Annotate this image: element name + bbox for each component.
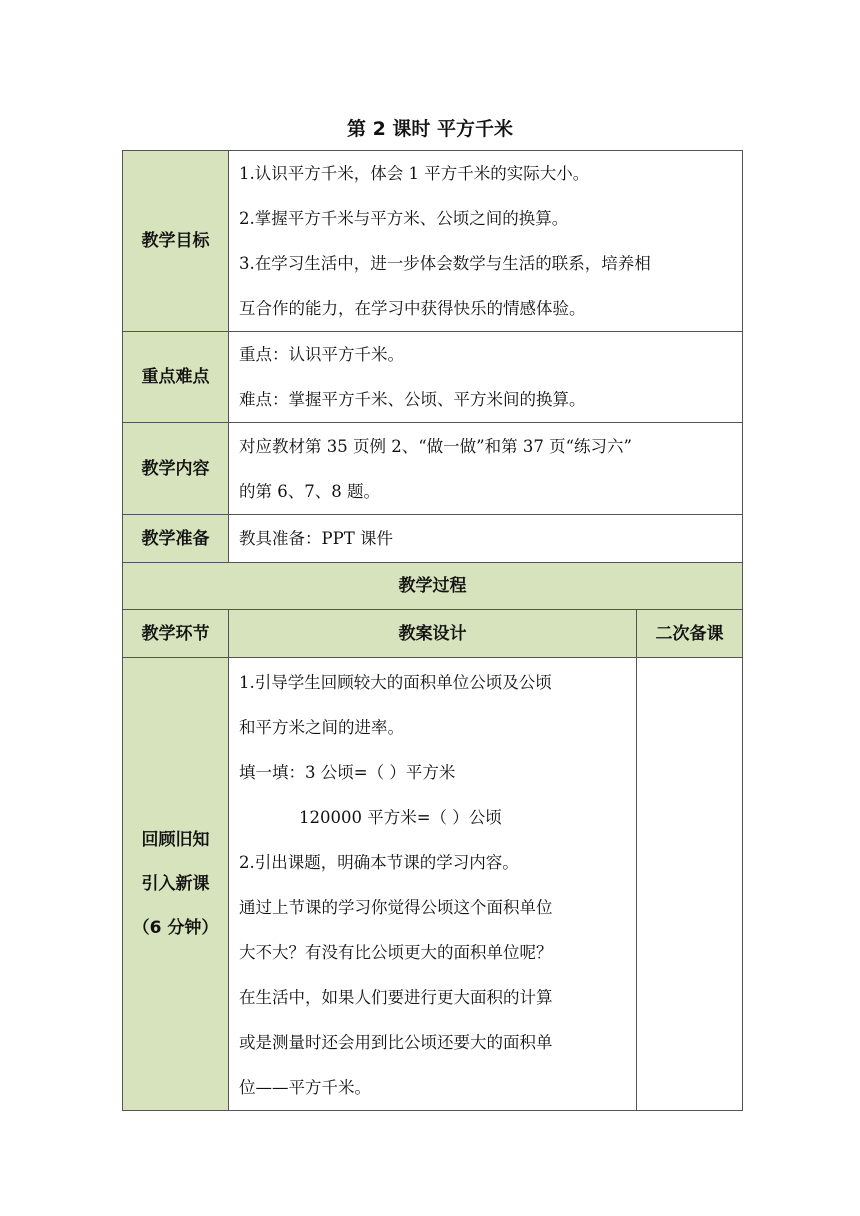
key-points-content <box>229 332 743 423</box>
review-line: 2.引出课题，明确本节课的学习内容。 <box>239 853 519 872</box>
review-label-line: （6 分钟） <box>132 918 219 938</box>
review-line: 大不大？有没有比公顷更大的面积单位呢？ <box>239 943 553 962</box>
content-row <box>123 423 743 515</box>
goals-line: 1.认识平方千米，体会 1 平方千米的实际大小。 <box>239 164 590 183</box>
review-label-line: 引入新课 <box>141 874 210 894</box>
key-points-label: 重点难点 <box>123 332 229 423</box>
goals-line: 互合作的能力，在学习中获得快乐的情感体验。 <box>239 299 586 318</box>
review-label-line: 回顾旧知 <box>141 830 210 850</box>
review-line: 1.引导学生回顾较大的面积单位公顷及公顷 <box>239 673 552 692</box>
col-header-stage: 教学环节 <box>123 610 229 658</box>
key-points-row <box>123 332 743 423</box>
review-line: 通过上节课的学习你觉得公顷这个面积单位 <box>239 898 553 917</box>
column-header-row <box>123 610 743 658</box>
review-row <box>123 658 743 1111</box>
review-line: 或是测量时还会用到比公顷还要大的面积单 <box>239 1033 553 1052</box>
review-revision-cell <box>637 658 743 1111</box>
review-line: 填一填：3 公顷=（ ）平方米 <box>239 763 456 782</box>
goals-row <box>123 151 743 332</box>
content-label: 教学内容 <box>123 423 229 515</box>
difficulty-line: 难点：掌握平方千米、公顷、平方米间的换算。 <box>239 390 586 409</box>
process-header-row <box>123 563 743 610</box>
goals-label: 教学目标 <box>123 151 229 332</box>
col-header-design: 教案设计 <box>229 610 637 658</box>
lesson-plan-table <box>122 150 743 1111</box>
key-point-line: 重点：认识平方千米。 <box>239 345 404 364</box>
review-design <box>229 658 637 1111</box>
process-header: 教学过程 <box>123 563 743 610</box>
goals-line: 3.在学习生活中，进一步体会数学与生活的联系，培养相 <box>239 254 651 273</box>
col-header-revision: 二次备课 <box>637 610 743 658</box>
review-line: 120000 平方米=（ ）公顷 <box>299 808 502 827</box>
review-label <box>123 658 229 1111</box>
content-content <box>229 423 743 515</box>
goals-line: 2.掌握平方千米与平方米、公顷之间的换算。 <box>239 209 569 228</box>
prep-row <box>123 515 743 563</box>
content-line: 对应教材第 35 页例 2、“做一做”和第 37 页“练习六” <box>239 436 632 456</box>
prep-content: 教具准备：PPT 课件 <box>229 515 743 563</box>
goals-content <box>229 151 743 332</box>
prep-label: 教学准备 <box>123 515 229 563</box>
review-line: 位——平方千米。 <box>239 1078 371 1097</box>
review-line: 和平方米之间的进率。 <box>239 718 404 737</box>
page-title: 第 2 课时 平方千米 <box>346 118 514 140</box>
content-line: 的第 6、7、8 题。 <box>239 481 380 501</box>
review-line: 在生活中，如果人们要进行更大面积的计算 <box>239 988 553 1007</box>
